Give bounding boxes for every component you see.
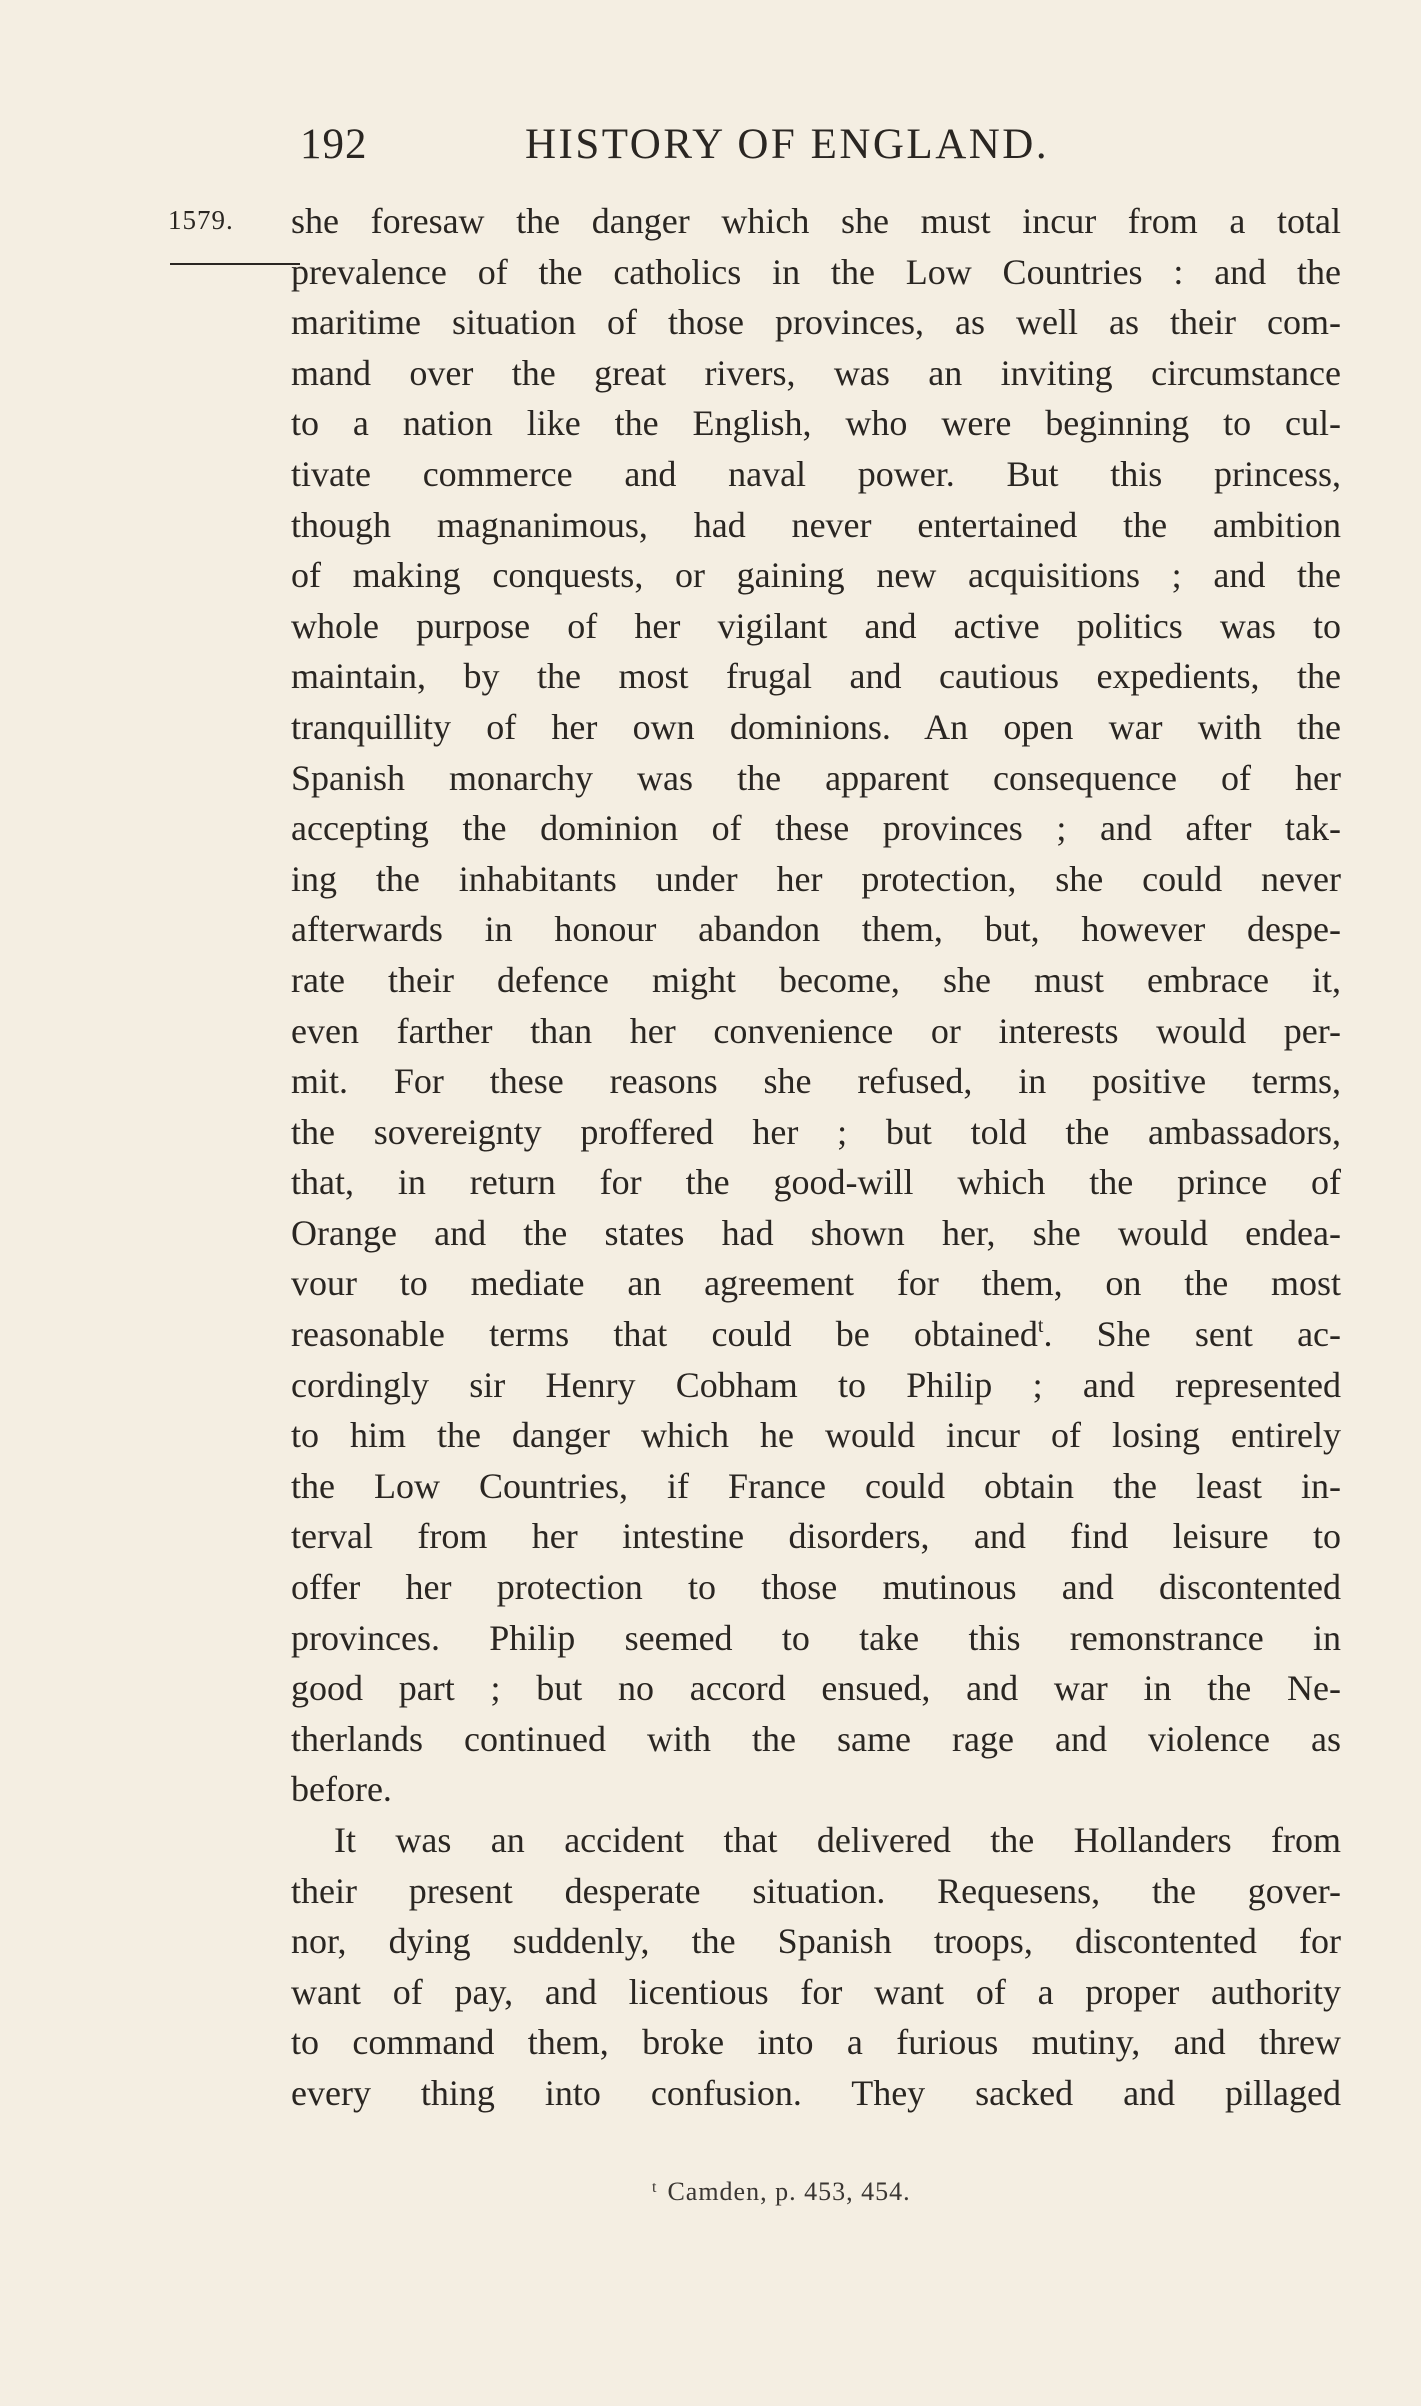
running-head: HISTORY OF ENGLAND.	[525, 121, 1050, 168]
text-line: terval from her intestine disorders, and find leisure to	[291, 1516, 1341, 1557]
text-line: prevalence of the catholics in the Low Countries : and the	[291, 251, 1341, 292]
text-line: therlands continued with the same rage and violence as	[291, 1718, 1341, 1759]
footnote-text: Camden, p. 453, 454.	[667, 2177, 911, 2206]
text-line: offer her protection to those mutinous and discontented	[291, 1567, 1341, 1608]
text-line: It was an accident that delivered the Hollanders from	[334, 1820, 1341, 1860]
text-line: their present desperate situation. Requesens, the gover-	[291, 1870, 1341, 1911]
text-line: vour to mediate an agreement for them, on the most	[291, 1263, 1341, 1304]
text-line: accepting the dominion of these provinces ; and after tak-	[291, 808, 1341, 849]
margin-rule	[170, 263, 300, 265]
page-header	[300, 120, 1120, 180]
page-number: 192	[300, 121, 368, 168]
text-line: Spanish monarchy was the apparent consequence of her	[291, 757, 1341, 798]
text-line-with-footnote	[291, 1309, 1341, 1360]
footnote-reference: t	[1037, 1315, 1044, 1338]
text-line: nor, dying suddenly, the Spanish troops, discontented for	[291, 1921, 1341, 1962]
text-line: maintain, by the most frugal and cautious expedients, the	[291, 656, 1341, 697]
text-line: cordingly sir Henry Cobham to Philip ; and represented	[291, 1364, 1341, 1405]
text-line: every thing into confusion. They sacked and pillaged	[291, 2072, 1341, 2113]
footnote-mark: t	[652, 2179, 658, 2196]
text-line: want of pay, and licentious for want of a proper authority	[291, 1971, 1341, 2012]
text-line: afterwards in honour abandon them, but, however despe-	[291, 909, 1341, 950]
body-text	[291, 196, 1341, 2119]
text-line: of making conquests, or gaining new acquisitions ; and the	[291, 555, 1341, 596]
text-line: provinces. Philip seemed to take this remonstrance in	[291, 1617, 1341, 1658]
text-line: the sovereignty proffered her ; but told the ambassadors,	[291, 1111, 1341, 1152]
text-line: ing the inhabitants under her protection, she could never	[291, 858, 1341, 899]
text-line: that, in return for the good-will which the prince of	[291, 1162, 1341, 1203]
text-line: to command them, broke into a furious mutiny, and threw	[291, 2022, 1341, 2063]
text-line: to him the danger which he would incur of losing entirely	[291, 1415, 1341, 1456]
text-segment: reasonable terms that could be obtained	[291, 1314, 1038, 1355]
text-line: before.	[291, 1769, 392, 1810]
text-line: tranquillity of her own dominions. An open war with the	[291, 706, 1341, 747]
text-line: she foresaw the danger which she must incur from a total	[291, 201, 1341, 241]
footnote	[652, 2177, 911, 2207]
text-line: to a nation like the English, who were beginning to cul-	[291, 403, 1341, 444]
text-line: Orange and the states had shown her, she would endea-	[291, 1212, 1341, 1253]
text-line: maritime situation of those provinces, as well as their com-	[291, 302, 1341, 343]
text-line: mand over the great rivers, was an inviting circumstance	[291, 352, 1341, 393]
text-line: good part ; but no accord ensued, and war in the Ne-	[291, 1668, 1341, 1709]
text-line: whole purpose of her vigilant and active politics was to	[291, 605, 1341, 646]
margin-year: 1579.	[168, 205, 234, 235]
text-segment: . She sent ac-	[1043, 1314, 1342, 1355]
text-line: rate their defence might become, she must embrace it,	[291, 959, 1341, 1000]
text-line: though magnanimous, had never entertained the ambition	[291, 504, 1341, 545]
text-line: mit. For these reasons she refused, in positive terms,	[291, 1061, 1341, 1102]
text-line: tivate commerce and naval power. But this princess,	[291, 453, 1341, 494]
text-line: the Low Countries, if France could obtain the least in-	[291, 1465, 1341, 1506]
text-line: even farther than her convenience or interests would per-	[291, 1010, 1341, 1051]
